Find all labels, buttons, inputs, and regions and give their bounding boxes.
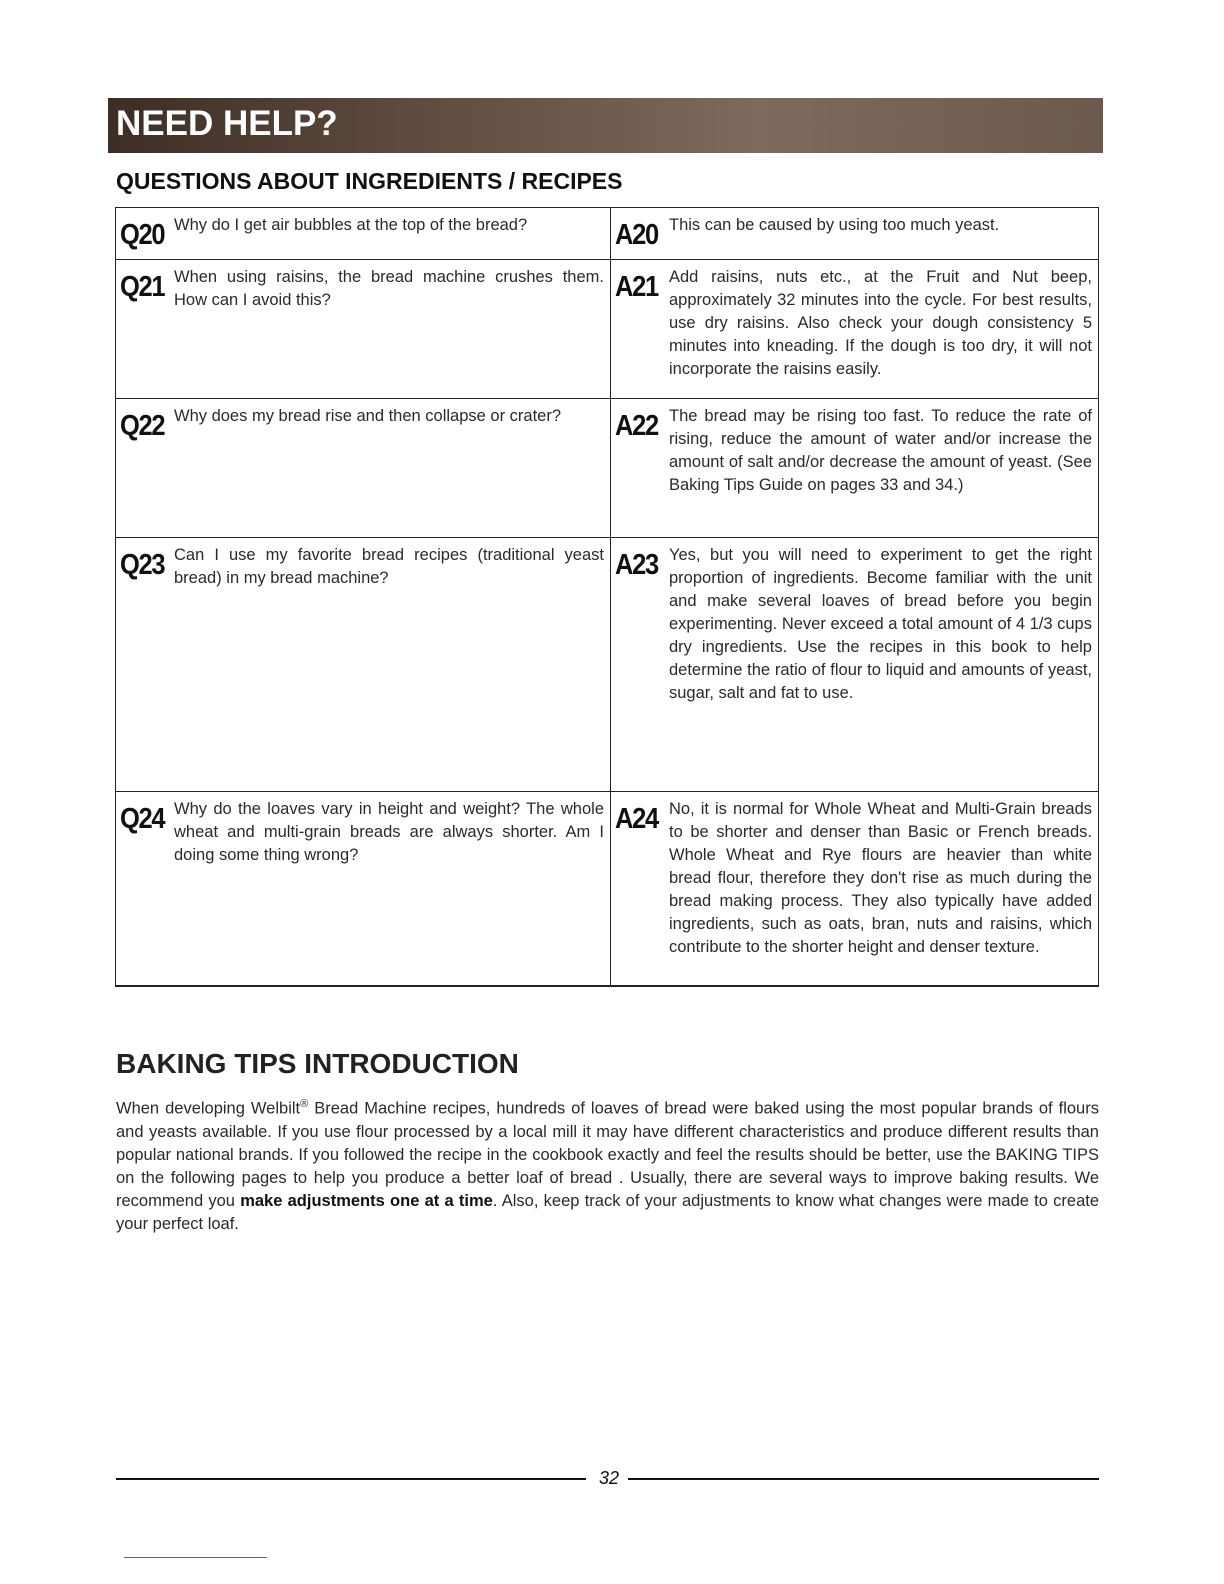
question-number: Q21: [120, 271, 165, 303]
answer-cell: [611, 208, 1099, 260]
answer-cell: [611, 260, 1099, 399]
header-banner: [108, 98, 1103, 153]
answer-number: A21: [615, 271, 658, 303]
question-text: Can I use my favorite bread recipes (traditional yeast bread) in my bread machine?: [174, 546, 604, 587]
question-cell: [116, 792, 611, 986]
question-cell: [116, 538, 611, 792]
page-number: 32: [598, 1468, 620, 1488]
footer-rule-left: [116, 1478, 586, 1480]
answer-text: This can be caused by using too much yeast.: [669, 216, 1000, 234]
baking-tips-paragraph: [116, 1093, 1099, 1236]
answer-text: No, it is normal for Whole Wheat and Multi-Grain breads to be shorter and denser than Basic or French breads. Whole Wheat and Rye flours are heavier than white bread flour, therefore they don't rise as much during the bread making process. They also typically have added ingredients, such as oats, bran, nuts and raisins, which contribute to the shorter height and denser texture.: [669, 800, 1092, 956]
answer-cell: [611, 792, 1099, 986]
tips-emphasis: make adjustments one at a time: [240, 1191, 493, 1210]
question-number: Q20: [120, 219, 165, 251]
answer-number: A20: [615, 219, 658, 251]
qa-row-20: [116, 208, 1099, 260]
answer-text: The bread may be rising too fast. To reduce the rate of rising, reduce the amount of water and/or increase the amount of salt and/or decrease the amount of yeast. (See Baking Tips Guide on pages 33 and 34.): [669, 407, 1092, 494]
tips-text-3: . Also, keep track of your adjustments to know what changes were made to create your perfect loaf.: [116, 1191, 1100, 1233]
registered-mark: ®: [300, 1098, 309, 1110]
qa-row-24: [116, 792, 1099, 986]
question-cell: [116, 260, 611, 399]
qa-table: [115, 207, 1099, 987]
section-heading: QUESTIONS ABOUT INGREDIENTS / RECIPES: [116, 168, 623, 194]
question-cell: [116, 208, 611, 260]
question-number: Q23: [120, 549, 165, 581]
question-text: When using raisins, the bread machine crushes them. How can I avoid this?: [174, 268, 604, 309]
answer-number: A22: [615, 410, 658, 442]
qa-row-21: [116, 260, 1099, 399]
answer-text: Add raisins, nuts etc., at the Fruit and Nut beep, approximately 32 minutes into the cycle. For best results, use dry raisins. Also check your dough consistency 5 minutes into kneading. If the dough is too dry, it will not incorporate the raisins easily.: [669, 268, 1092, 378]
qa-row-23: [116, 538, 1099, 792]
tips-text-1: When developing Welbilt: [116, 1099, 301, 1118]
tips-text-2: Bread Machine recipes, hundreds of loaves of bread were baked using the most popular brands of flours and yeasts available. If you use flour processed by a local mill it may have different characteristics and produce different results than popular national brands. If you followed the recipe in the cookbook exactly and feel the results should be better, use the BAKING TIPS on the following pages to help you produce a better loaf of bread . Usually, there are several ways to improve baking results. We recommend you: [116, 1099, 1099, 1210]
banner-title: NEED HELP?: [116, 104, 338, 143]
answer-number: A23: [615, 549, 658, 581]
answer-number: A24: [615, 803, 658, 835]
question-text: Why do I get air bubbles at the top of the bread?: [174, 216, 528, 234]
question-cell: [116, 399, 611, 538]
question-number: Q22: [120, 410, 165, 442]
answer-cell: [611, 399, 1099, 538]
answer-text: Yes, but you will need to experiment to get the right proportion of ingredients. Become familiar with the unit and make several loaves of bread before you begin experimenting. Never exceed a total amount of 4 1/3 cups dry ingredients. Use the recipes in this book to help determine the ratio of flour to liquid and amounts of yeast, sugar, salt and fat to use.: [669, 546, 1092, 702]
qa-row-22: [116, 399, 1099, 538]
question-text: Why does my bread rise and then collapse or crater?: [174, 407, 562, 425]
answer-cell: [611, 538, 1099, 792]
corner-rule: [124, 1557, 267, 1558]
question-number: Q24: [120, 803, 165, 835]
footer-rule-right: [628, 1478, 1099, 1480]
baking-tips-heading: BAKING TIPS INTRODUCTION: [116, 1048, 519, 1079]
question-text: Why do the loaves vary in height and weight? The whole wheat and multi-grain breads are always shorter. Am I doing some thing wrong?: [174, 800, 604, 864]
